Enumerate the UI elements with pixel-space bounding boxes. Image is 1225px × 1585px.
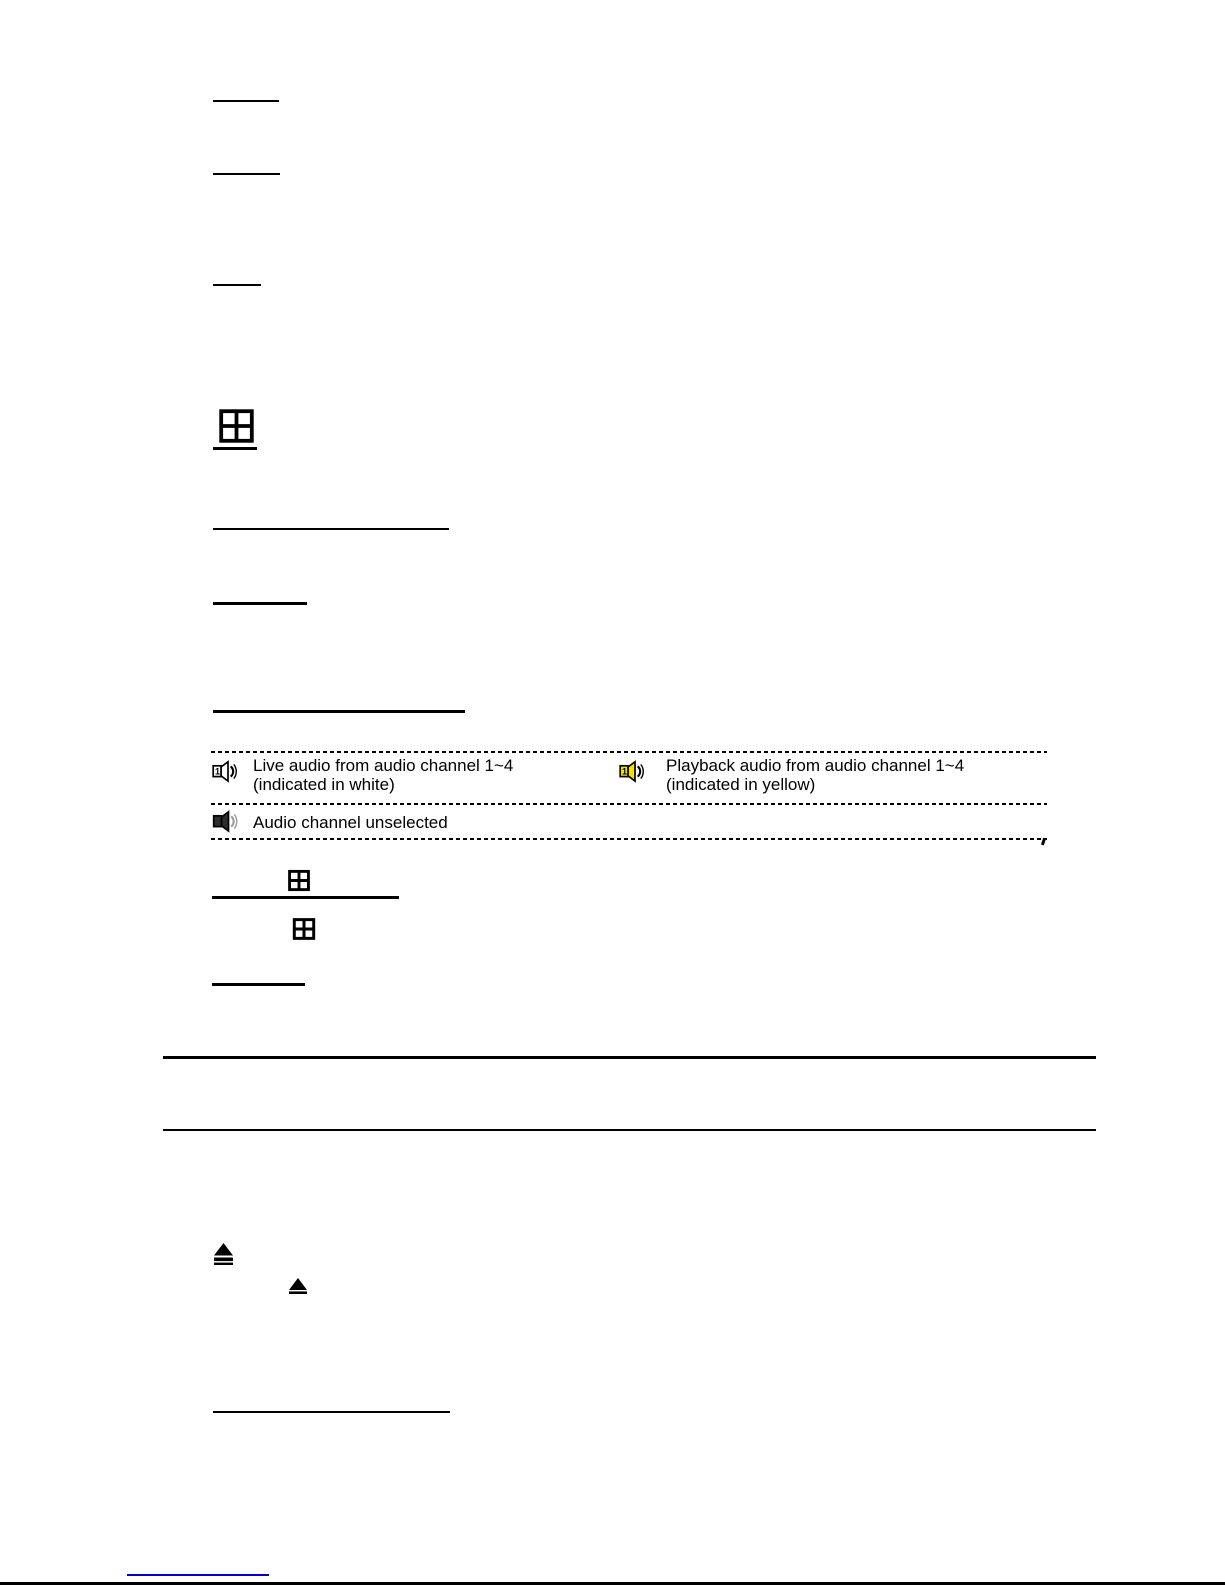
speaker-digit: 1: [622, 766, 628, 777]
speaker-playback-icon: [619, 760, 645, 783]
table-border-top: [211, 751, 1047, 753]
underline-term-1: [213, 100, 279, 102]
footer-link-underline[interactable]: [127, 1574, 269, 1576]
underline-term-2: [213, 173, 280, 175]
eject-icon-double-bar: [213, 1243, 234, 1265]
speaker-live-icon: [212, 760, 238, 783]
speaker-unselected-icon: [212, 810, 239, 833]
underline-section-link-2: [213, 1411, 450, 1413]
table-cell-unselected: [253, 813, 448, 832]
table-border-bottom: [211, 838, 1047, 840]
underline-grid-caption: [213, 447, 257, 450]
underline-grid-heading: [212, 896, 399, 899]
table-border-middle: [211, 803, 1047, 805]
underline-term-3: [213, 284, 261, 286]
underline-audio-heading: [213, 710, 465, 713]
underline-term-5: [212, 983, 305, 986]
cell-line: (indicated in white): [253, 775, 395, 794]
speaker-digit: 1: [215, 766, 221, 777]
table-cell-playback-audio: [666, 756, 964, 794]
cell-line: Audio channel unselected: [253, 813, 448, 832]
channel-grid-icon-small-1: [288, 869, 310, 892]
underline-section-link-1: [213, 528, 449, 530]
section-divider-thin: [163, 1129, 1096, 1131]
eject-icon-single-bar: [288, 1278, 308, 1294]
underline-term-4: [213, 602, 307, 605]
table-border-end-tick: [1041, 838, 1046, 845]
cell-line: (indicated in yellow): [666, 775, 816, 794]
table-cell-live-audio: [253, 756, 513, 794]
cell-line: Playback audio from audio channel 1~4: [666, 756, 965, 775]
channel-grid-icon-small-2: [292, 918, 316, 940]
section-divider-thick: [163, 1056, 1096, 1059]
channel-grid-icon: [219, 409, 254, 443]
cell-line: Live audio from audio channel 1~4: [253, 756, 514, 775]
audio-status-table: [211, 751, 1047, 840]
